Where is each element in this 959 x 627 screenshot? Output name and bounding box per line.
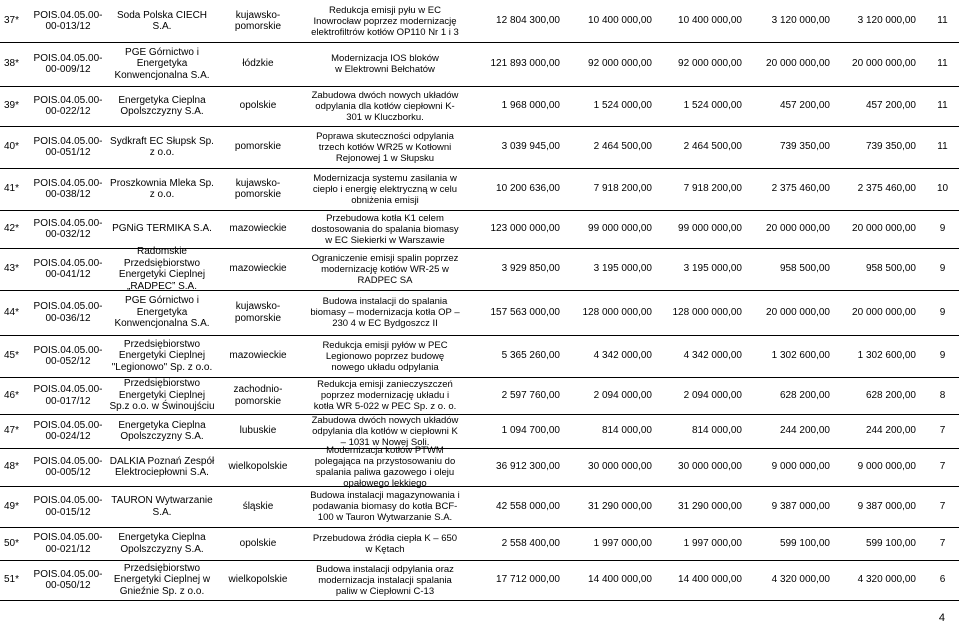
points: 11 xyxy=(937,15,948,27)
eligible-cost-2: 10 400 000,00 xyxy=(678,15,742,27)
row-number: 48* xyxy=(4,461,20,473)
application-id: POIS.04.05.00- 00-009/12 xyxy=(33,52,103,75)
grant-amount: 244 200,00 xyxy=(779,425,830,437)
table-row xyxy=(0,377,959,414)
grant-amount-2: 20 000 000,00 xyxy=(852,223,916,235)
eligible-cost-2: 128 000 000,00 xyxy=(672,306,742,318)
row-number: 40* xyxy=(4,141,20,153)
points: 7 xyxy=(939,537,946,549)
row-divider xyxy=(0,126,959,127)
voivodeship: kujawsko- pomorskie xyxy=(234,9,282,32)
eligible-cost-2: 1 997 000,00 xyxy=(683,537,742,549)
voivodeship: kujawsko- pomorskie xyxy=(234,301,282,324)
voivodeship: śląskie xyxy=(242,500,274,512)
grant-amount: 20 000 000,00 xyxy=(766,306,830,318)
voivodeship: opolskie xyxy=(239,537,277,549)
grant-amount: 958 500,00 xyxy=(779,263,830,275)
eligible-cost-2: 92 000 000,00 xyxy=(678,58,742,70)
project-title: Budowa instalacji odpylania oraz modernizacja instalacji spalania paliw w Ciepłowni C-13 xyxy=(316,563,454,597)
voivodeship: mazowieckie xyxy=(229,263,287,275)
total-cost: 17 712 000,00 xyxy=(496,574,560,586)
row-number: 37* xyxy=(4,15,20,27)
eligible-cost: 31 290 000,00 xyxy=(588,500,652,512)
total-cost: 121 893 000,00 xyxy=(490,58,560,70)
points: 6 xyxy=(939,574,946,586)
beneficiary-name: Energetyka Cieplna Opolszczyzny S.A. xyxy=(118,419,206,442)
eligible-cost-2: 2 094 000,00 xyxy=(683,389,742,401)
beneficiary-name: PGE Górnictwo i Energetyka Konwencjonalna S.A. xyxy=(114,295,210,330)
total-cost: 5 365 260,00 xyxy=(501,350,560,362)
grant-amount: 20 000 000,00 xyxy=(766,58,830,70)
voivodeship: lubuskie xyxy=(239,425,277,437)
eligible-cost: 2 464 500,00 xyxy=(593,141,652,153)
points: 9 xyxy=(939,306,946,318)
row-number: 38* xyxy=(4,58,20,70)
grant-amount-2: 20 000 000,00 xyxy=(852,58,916,70)
eligible-cost-2: 4 342 000,00 xyxy=(683,350,742,362)
project-title: Redukcja emisji pyłów w PEC Legionowo poprzez budowę nowego układu odpylania xyxy=(322,339,448,373)
beneficiary-name: Sydkraft EC Słupsk Sp. z o.o. xyxy=(110,135,214,158)
eligible-cost-2: 30 000 000,00 xyxy=(678,461,742,473)
table-row xyxy=(0,126,959,168)
total-cost: 123 000 000,00 xyxy=(490,223,560,235)
points: 11 xyxy=(937,100,948,112)
row-divider xyxy=(0,168,959,169)
row-divider xyxy=(0,560,959,561)
points: 7 xyxy=(939,425,946,437)
eligible-cost-2: 14 400 000,00 xyxy=(678,574,742,586)
row-number: 51* xyxy=(4,574,20,586)
beneficiary-name: Przedsiębiorstwo Energetyki Cieplnej "Legionowo" Sp. z o.o. xyxy=(111,338,213,373)
total-cost: 157 563 000,00 xyxy=(490,306,560,318)
eligible-cost: 2 094 000,00 xyxy=(593,389,652,401)
project-title: Modernizacja IOS bloków w Elektrowni Bełchatów xyxy=(331,53,439,75)
grant-amount: 739 350,00 xyxy=(779,141,830,153)
beneficiary-name: Proszkownia Mleka Sp. z o.o. xyxy=(110,177,214,200)
eligible-cost: 14 400 000,00 xyxy=(588,574,652,586)
application-id: POIS.04.05.00- 00-013/12 xyxy=(33,9,103,32)
table-row xyxy=(0,335,959,377)
row-divider xyxy=(0,335,959,336)
table-row xyxy=(0,42,959,86)
total-cost: 3 039 945,00 xyxy=(501,141,560,153)
voivodeship: mazowieckie xyxy=(229,350,287,362)
beneficiary-name: DALKIA Poznań Zespół Elektrociepłowni S.A. xyxy=(109,455,215,478)
points: 10 xyxy=(936,183,949,195)
application-id: POIS.04.05.00- 00-041/12 xyxy=(33,257,103,280)
total-cost: 10 200 636,00 xyxy=(496,183,560,195)
grant-amount-2: 628 200,00 xyxy=(865,389,916,401)
eligible-cost-2: 814 000,00 xyxy=(691,425,742,437)
row-divider xyxy=(0,210,959,211)
grant-amount: 4 320 000,00 xyxy=(771,574,830,586)
total-cost: 12 804 300,00 xyxy=(496,15,560,27)
beneficiary-name: Radomskie Przedsiębiorstwo Energetyki Cieplnej „RADPEC” S.A. xyxy=(118,246,206,292)
row-divider xyxy=(0,448,959,449)
grant-amount: 457 200,00 xyxy=(779,100,830,112)
project-title: Przebudowa kotła K1 celem dostosowania do spalania biomasy w EC Siekierki w Warszawie xyxy=(311,212,459,246)
voivodeship: łódzkie xyxy=(242,58,274,70)
row-divider xyxy=(0,42,959,43)
application-id: POIS.04.05.00- 00-050/12 xyxy=(33,568,103,591)
row-number: 39* xyxy=(4,100,20,112)
row-number: 42* xyxy=(4,223,20,235)
total-cost: 1 968 000,00 xyxy=(501,100,560,112)
points: 7 xyxy=(939,500,946,512)
row-number: 46* xyxy=(4,389,20,401)
row-divider xyxy=(0,290,959,291)
table-row xyxy=(0,0,959,42)
row-number: 44* xyxy=(4,306,20,318)
table-row xyxy=(0,414,959,448)
total-cost: 36 912 300,00 xyxy=(496,461,560,473)
beneficiary-name: TAURON Wytwarzanie S.A. xyxy=(111,495,213,518)
beneficiary-name: PGNiG TERMIKA S.A. xyxy=(112,223,212,235)
points: 7 xyxy=(939,461,946,473)
grant-amount: 20 000 000,00 xyxy=(766,223,830,235)
project-title: Modernizacja systemu zasilania w ciepło i energię elektryczną w celu obniżenia emisji xyxy=(312,172,458,206)
eligible-cost: 30 000 000,00 xyxy=(588,461,652,473)
eligible-cost-2: 31 290 000,00 xyxy=(678,500,742,512)
eligible-cost: 814 000,00 xyxy=(601,425,652,437)
application-id: POIS.04.05.00- 00-036/12 xyxy=(33,301,103,324)
table-row xyxy=(0,486,959,527)
grant-amount-2: 9 000 000,00 xyxy=(857,461,916,473)
application-id: POIS.04.05.00- 00-024/12 xyxy=(33,419,103,442)
voivodeship: kujawsko- pomorskie xyxy=(234,177,282,200)
row-number: 45* xyxy=(4,350,20,362)
grant-amount-2: 1 302 600,00 xyxy=(857,350,916,362)
total-cost: 2 597 760,00 xyxy=(501,389,560,401)
eligible-cost: 1 997 000,00 xyxy=(593,537,652,549)
project-title: Budowa instalacji do spalania biomasy – modernizacja kotła OP – 230 4 w EC Bydgoszcz II xyxy=(310,296,460,329)
project-title: Zabudowa dwóch nowych układów odpylania dla kotłów ciepłowni K- 301 w Kluczborku. xyxy=(311,89,459,123)
eligible-cost-2: 1 524 000,00 xyxy=(683,100,742,112)
table-row xyxy=(0,290,959,335)
application-id: POIS.04.05.00- 00-052/12 xyxy=(33,344,103,367)
grant-amount-2: 739 350,00 xyxy=(865,141,916,153)
row-divider xyxy=(0,377,959,378)
grant-amount-2: 958 500,00 xyxy=(865,263,916,275)
project-title: Przebudowa źródła ciepła K – 650 w Kętach xyxy=(312,532,458,555)
total-cost: 3 929 850,00 xyxy=(501,263,560,275)
row-divider xyxy=(0,486,959,487)
application-id: POIS.04.05.00- 00-015/12 xyxy=(33,495,103,518)
voivodeship: opolskie xyxy=(239,100,277,112)
grant-amount: 1 302 600,00 xyxy=(771,350,830,362)
row-number: 50* xyxy=(4,537,20,549)
grant-amount-2: 3 120 000,00 xyxy=(857,15,916,27)
beneficiary-name: Soda Polska CIECH S.A. xyxy=(116,9,208,32)
row-divider xyxy=(0,248,959,249)
row-number: 41* xyxy=(4,183,20,195)
eligible-cost-2: 7 918 200,00 xyxy=(683,183,742,195)
grant-amount-2: 457 200,00 xyxy=(865,100,916,112)
grant-amount: 9 387 000,00 xyxy=(771,500,830,512)
grant-amount-2: 2 375 460,00 xyxy=(857,183,916,195)
eligible-cost-2: 2 464 500,00 xyxy=(683,141,742,153)
application-id: POIS.04.05.00- 00-021/12 xyxy=(33,532,103,555)
beneficiary-name: Energetyka Cieplna Opolszczyzny S.A. xyxy=(118,94,206,117)
beneficiary-name: PGE Górnictwo i Energetyka Konwencjonalna S.A. xyxy=(114,46,210,81)
row-number: 43* xyxy=(4,263,20,275)
beneficiary-name: Przedsiębiorstwo Energetyki Cieplnej w Gnieźnie Sp. z o.o. xyxy=(113,562,211,597)
table-row xyxy=(0,248,959,290)
grant-amount: 3 120 000,00 xyxy=(771,15,830,27)
voivodeship: pomorskie xyxy=(234,141,282,153)
grant-amount-2: 244 200,00 xyxy=(865,425,916,437)
application-id: POIS.04.05.00- 00-022/12 xyxy=(33,94,103,117)
voivodeship: zachodnio- pomorskie xyxy=(233,384,283,407)
grant-amount-2: 9 387 000,00 xyxy=(857,500,916,512)
project-title: Modernizacja kotłów PTWM polegająca na przystosowaniu do spalania paliwa gazowego i oleju opałowego lekkiego xyxy=(314,445,456,489)
row-number: 47* xyxy=(4,425,20,437)
application-id: POIS.04.05.00- 00-032/12 xyxy=(33,217,103,240)
eligible-cost: 1 524 000,00 xyxy=(593,100,652,112)
eligible-cost: 3 195 000,00 xyxy=(593,263,652,275)
eligible-cost-2: 3 195 000,00 xyxy=(683,263,742,275)
table-row xyxy=(0,445,959,489)
table-row xyxy=(0,560,959,600)
grant-amount-2: 4 320 000,00 xyxy=(857,574,916,586)
eligible-cost: 128 000 000,00 xyxy=(582,306,652,318)
points: 9 xyxy=(939,263,946,275)
points: 9 xyxy=(939,223,946,235)
project-title: Zabudowa dwóch nowych układów odpylania dla kotłów w ciepłowni K – 1031 w Nowej Soli. xyxy=(311,414,459,448)
row-divider xyxy=(0,527,959,528)
application-id: POIS.04.05.00- 00-017/12 xyxy=(33,384,103,407)
grant-amount-2: 599 100,00 xyxy=(865,537,916,549)
beneficiary-name: Energetyka Cieplna Opolszczyzny S.A. xyxy=(118,532,206,555)
points: 11 xyxy=(937,58,948,70)
voivodeship: wielkopolskie xyxy=(228,574,288,586)
project-title: Redukcja emisji zanieczyszczeń poprzez modernizację układu i kotła WR 5-022 w PEC Sp. z o. o. xyxy=(313,379,457,412)
application-id: POIS.04.05.00- 00-005/12 xyxy=(33,455,103,478)
total-cost: 1 094 700,00 xyxy=(501,425,560,437)
page-number: 4 xyxy=(938,612,945,624)
grant-amount: 599 100,00 xyxy=(779,537,830,549)
project-title: Poprawa skuteczności odpylania trzech kotłów WR25 w Kotłowni Rejonowej 1 w Słupsku xyxy=(316,130,454,164)
eligible-cost: 99 000 000,00 xyxy=(588,223,652,235)
project-title: Ograniczenie emisji spalin poprzez modernizację kotłów WR-25 w RADPEC SA xyxy=(311,252,459,286)
table-row xyxy=(0,210,959,248)
row-number: 49* xyxy=(4,500,20,512)
grant-amount: 9 000 000,00 xyxy=(771,461,830,473)
project-title: Redukcja emisji pyłu w EC Inowrocław poprzez modernizację elektrofiltrów kotłów OP110 Nr 1 i 3 xyxy=(311,4,459,38)
eligible-cost-2: 99 000 000,00 xyxy=(678,223,742,235)
beneficiary-name: Przedsiębiorstwo Energetyki Cieplnej Sp.z o.o. w Świnoujściu xyxy=(109,378,215,413)
table-row xyxy=(0,168,959,210)
points: 8 xyxy=(939,389,946,401)
eligible-cost: 10 400 000,00 xyxy=(588,15,652,27)
voivodeship: wielkopolskie xyxy=(228,461,288,473)
grant-amount-2: 20 000 000,00 xyxy=(852,306,916,318)
points: 11 xyxy=(937,141,948,153)
project-title: Budowa instalacji magazynowania i podawania biomasy do kotła BCF- 100 w Tauron Wytwarzanie S.A. xyxy=(310,490,460,523)
voivodeship: mazowieckie xyxy=(229,223,287,235)
eligible-cost: 4 342 000,00 xyxy=(593,350,652,362)
application-id: POIS.04.05.00- 00-038/12 xyxy=(33,177,103,200)
eligible-cost: 92 000 000,00 xyxy=(588,58,652,70)
row-divider xyxy=(0,600,959,601)
total-cost: 2 558 400,00 xyxy=(501,537,560,549)
total-cost: 42 558 000,00 xyxy=(496,500,560,512)
table-row xyxy=(0,527,959,560)
row-divider xyxy=(0,414,959,415)
row-divider xyxy=(0,86,959,87)
points: 9 xyxy=(939,350,946,362)
application-id: POIS.04.05.00- 00-051/12 xyxy=(33,135,103,158)
grant-amount: 628 200,00 xyxy=(779,389,830,401)
eligible-cost: 7 918 200,00 xyxy=(593,183,652,195)
grant-amount: 2 375 460,00 xyxy=(771,183,830,195)
table-row xyxy=(0,86,959,126)
